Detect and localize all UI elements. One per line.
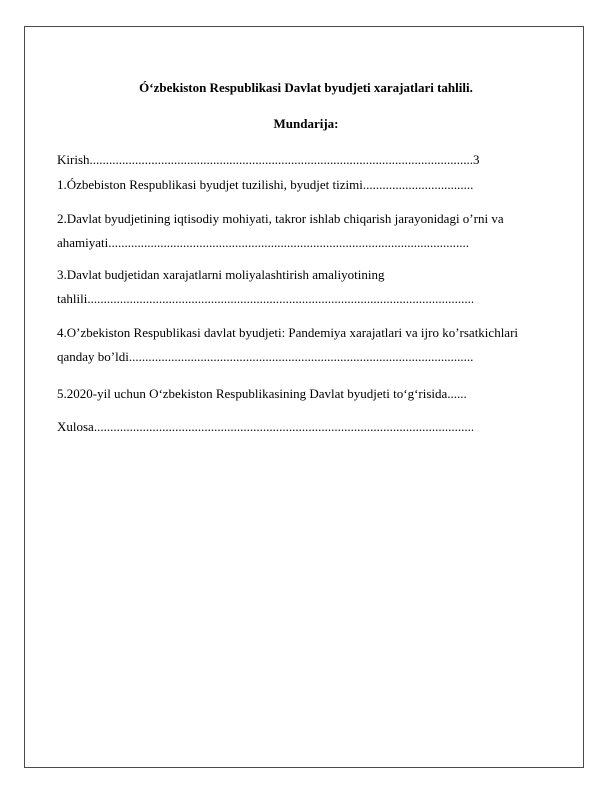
toc-entry-conclusion: Xulosa.....................................................................................................................	[57, 419, 475, 434]
toc-entry-4-line-1: 4.O’zbekiston Respublikasi davlat byudjeti: Pandemiya xarajatlari va ijro ko’rsatkichlari	[57, 325, 519, 340]
toc-entry-2-line-1: 2.Davlat byudjetining iqtisodiy mohiyati, takror ishlab chiqarish jarayonidagi o’rni va	[57, 211, 504, 226]
toc-entry-1: 1.Ózbebiston Respublikasi byudjet tuzilishi, byudjet tizimi..................................	[57, 177, 474, 192]
toc-entry-5: 5.2020-yil uchun O‘zbekiston Respublikasining Davlat byudjeti to‘g‘risida......	[57, 386, 467, 401]
document-title: Ó‘zbekiston Respublikasi Davlat byudjeti xarajatlari tahlili.	[139, 80, 473, 95]
toc-entry-2-line-2: ahamiyati...............................................................................................................	[57, 235, 470, 250]
toc-entry-4-line-2: qanday bo’ldi..........................................................................................................	[57, 349, 474, 364]
toc-entry-3-line-1: 3.Davlat budjetidan xarajatlarni moliyalashtirish amaliyotining	[57, 267, 385, 282]
toc-entry-3-line-2: tahlili.......................................................................................................................	[57, 291, 475, 306]
toc-entry-introduction: Kirish......................................................................................................................3	[57, 152, 480, 167]
toc-heading: Mundarija:	[273, 116, 339, 131]
